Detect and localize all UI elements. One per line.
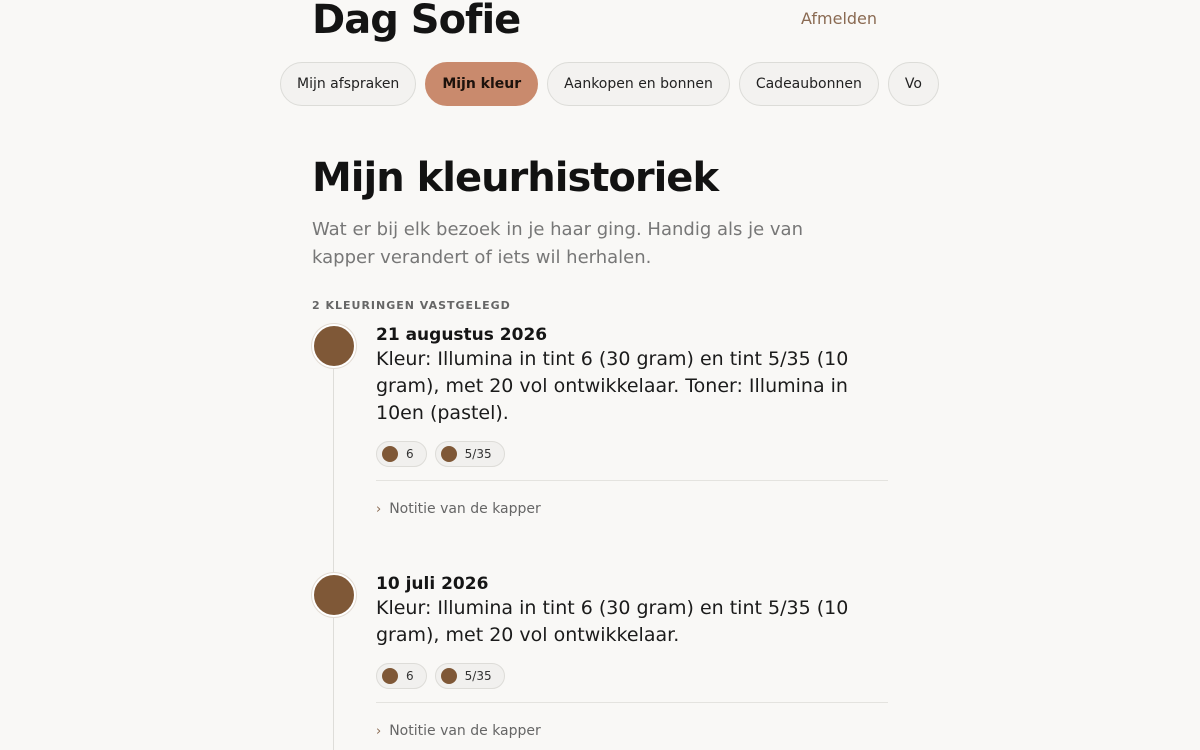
- chevron-right-icon: ›: [376, 723, 382, 739]
- entry-date: 10 juli 2026: [376, 574, 489, 594]
- shade-swatch-icon: [382, 446, 398, 462]
- page-intro: Wat er bij elk bezoek in je haar ging. Handig als je van kapper verandert of iets wil herhalen.: [312, 219, 803, 268]
- timeline-line: [333, 366, 334, 750]
- tab-cadeaubonnen[interactable]: Cadeaubonnen: [739, 62, 879, 106]
- shade-chip: [376, 441, 427, 467]
- tab-mijn-afspraken[interactable]: Mijn afspraken: [280, 62, 416, 106]
- shade-chips: [376, 663, 888, 689]
- color-swatch-dot: [312, 573, 356, 617]
- shade-chips: [376, 441, 888, 467]
- entry-count: 2 KLEURINGEN VASTGELEGD: [312, 299, 511, 312]
- stylist-note-label: Notitie van de kapper: [389, 723, 541, 739]
- shade-swatch-icon: [382, 668, 398, 684]
- stylist-note-label: Notitie van de kapper: [389, 501, 541, 517]
- shade-chip: [435, 441, 505, 467]
- divider: [376, 702, 888, 703]
- shade-swatch-icon: [441, 668, 457, 684]
- entry-content: [376, 573, 888, 739]
- tab-overflow[interactable]: Vo: [888, 62, 939, 106]
- entry-date: 21 augustus 2026: [376, 325, 548, 345]
- account-tabs: [280, 62, 920, 106]
- entry-content: [376, 324, 888, 517]
- tab-mijn-kleur[interactable]: Mijn kleur: [425, 62, 538, 106]
- shade-chip: [376, 663, 427, 689]
- shade-chip-label: 5/35: [464, 669, 492, 683]
- shade-chip: [435, 663, 505, 689]
- greeting-heading: Dag Sofie: [312, 0, 521, 43]
- page-title: Mijn kleurhistoriek: [312, 155, 719, 201]
- entry-description: Kleur: Illumina in tint 6 (30 gram) en tint 5/35 (10 gram), met 20 vol ontwikkelaar. Toner: Illumina in 10en (pastel).: [376, 348, 849, 424]
- logout-link[interactable]: Afmelden: [801, 9, 878, 28]
- shade-chip-label: 5/35: [464, 447, 492, 461]
- stylist-note-toggle[interactable]: [376, 501, 888, 517]
- shade-swatch-icon: [441, 446, 457, 462]
- stylist-note-toggle[interactable]: [376, 723, 888, 739]
- tab-aankopen-en-bonnen[interactable]: Aankopen en bonnen: [547, 62, 730, 106]
- shade-chip-label: 6: [406, 447, 414, 461]
- shade-chip-label: 6: [406, 669, 414, 683]
- color-swatch-dot: [312, 324, 356, 368]
- entry-description: Kleur: Illumina in tint 6 (30 gram) en tint 5/35 (10 gram), met 20 vol ontwikkelaar.: [376, 597, 849, 646]
- chevron-right-icon: ›: [376, 501, 382, 517]
- divider: [376, 480, 888, 481]
